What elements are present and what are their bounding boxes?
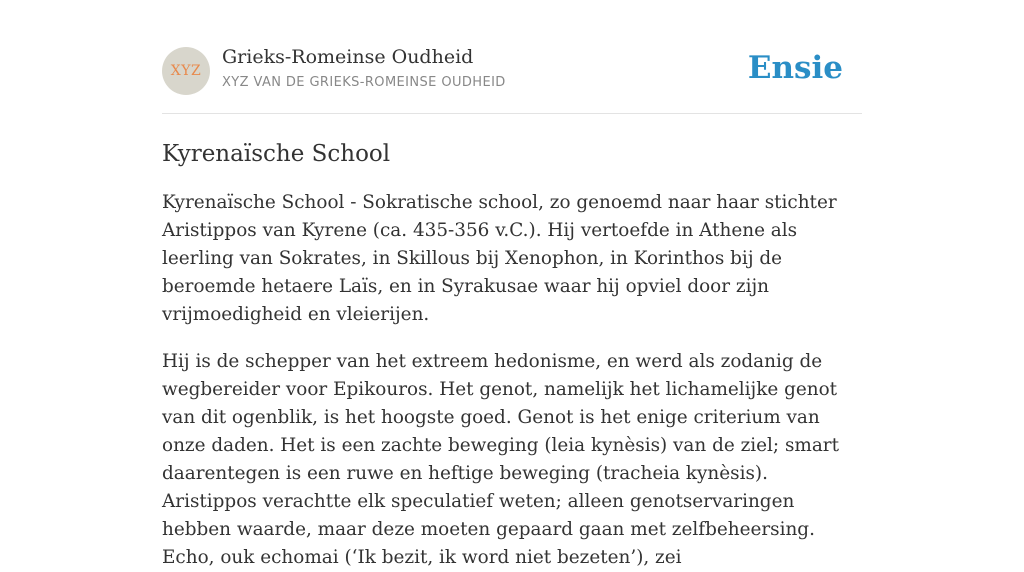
article-paragraph-2: Hij is de schepper van het extreem hedonisme, en werd als zodanig de wegbereider voor Epikouros. Het genot, namelijk het lichamelijke genot van dit ogenblik, is het hoogste goed. Genot is het enige criterium van onze daden. Het is een zachte beweging (leia kynèsis) van de ziel; smart daarentegen is een ruwe en heftige beweging (tracheia kynèsis). Aristippos verachtte elk speculatief weten; alleen genotservaringen hebben waarde, maar deze moeten gepaard gaan met zelfbeheersing. Echo, ouk echomai (‘Ik bezit, ik word niet bezeten’), zei	[162, 351, 839, 568]
article-paragraph-1: Kyrenaïsche School - Sokratische school, zo genoemd naar haar stichter Aristippos van Kyrene (ca. 435-356 v.C.). Hij vertoefde in Athene als leerling van Sokrates, in Skillous bij Xenophon, in Korinthos bij de beroemde hetaere Laïs, en in Syrakusae waar hij opviel door zijn vrijmoedigheid en vleierijen.	[162, 192, 837, 325]
publication-subtitle: XYZ VAN DE GRIEKS-ROMEINSE OUDHEID	[222, 75, 506, 90]
page	[162, 0, 862, 572]
publication-name-link[interactable]: Grieks-Romeinse Oudheid	[222, 46, 474, 68]
publication-header	[162, 0, 862, 114]
publication-avatar[interactable]: XYZ	[162, 47, 210, 95]
article-title: Kyrenaïsche School	[162, 141, 391, 167]
ensie-logo-link[interactable]: Ensie	[747, 50, 843, 86]
